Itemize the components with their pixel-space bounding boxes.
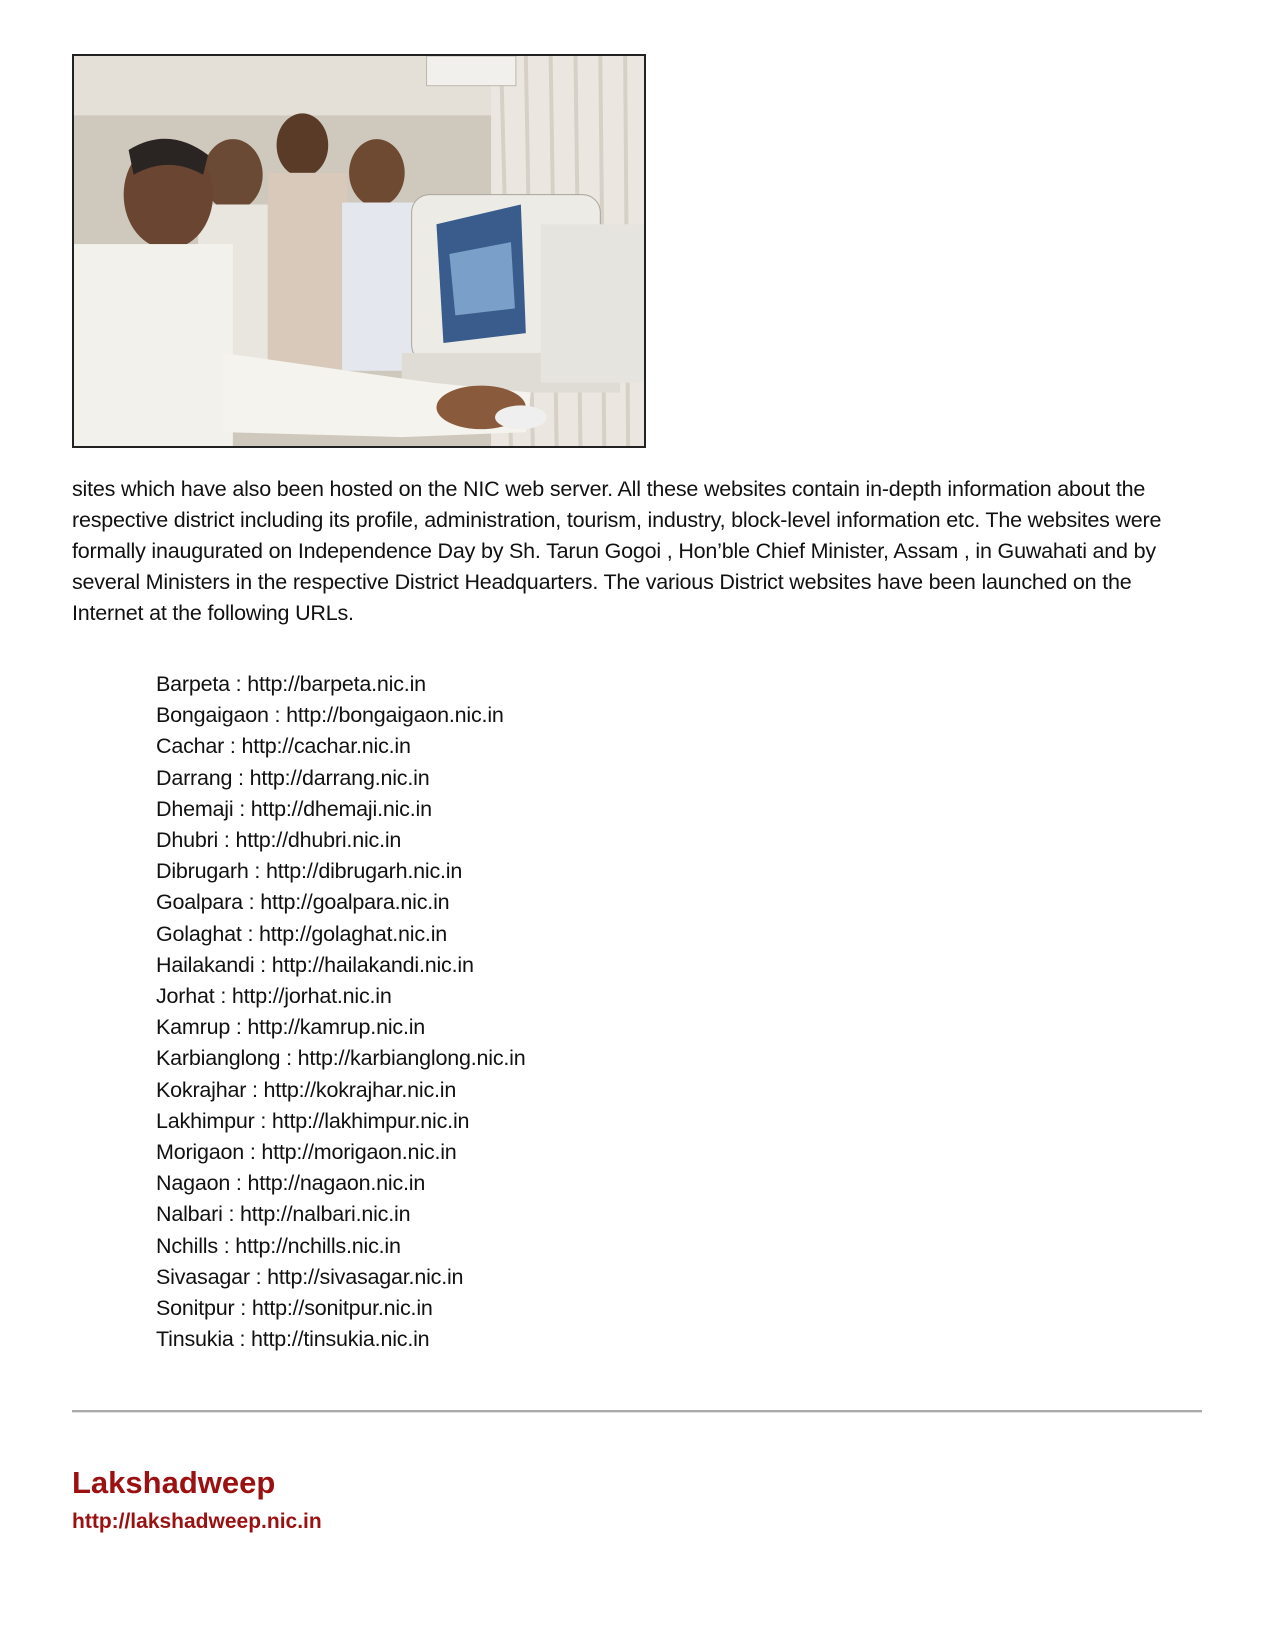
district-url-link[interactable]: http://dhemaji.nic.in <box>250 796 432 821</box>
separator: : <box>249 1264 268 1289</box>
separator: : <box>232 765 250 790</box>
district-name: Cachar <box>156 734 225 759</box>
district-name: Kokrajhar <box>156 1077 247 1102</box>
section-divider <box>72 1410 1202 1413</box>
list-item <box>156 950 526 981</box>
list-item <box>156 1199 526 1230</box>
district-url-link[interactable]: http://jorhat.nic.in <box>231 984 392 1009</box>
district-url-link[interactable]: http://darrang.nic.in <box>249 765 430 790</box>
district-url-link[interactable]: http://bongaigaon.nic.in <box>286 703 504 728</box>
separator: : <box>241 921 259 946</box>
separator: : <box>214 984 232 1009</box>
district-url-link[interactable]: http://sonitpur.nic.in <box>251 1296 433 1321</box>
separator: : <box>280 1046 298 1071</box>
list-item <box>156 1043 526 1074</box>
separator: : <box>254 952 272 977</box>
list-item <box>156 1324 526 1355</box>
list-item <box>156 1137 526 1168</box>
list-item <box>156 794 526 825</box>
district-url-link[interactable]: http://goalpara.nic.in <box>260 890 450 915</box>
district-url-link[interactable]: http://tinsukia.nic.in <box>251 1327 430 1352</box>
list-item <box>156 825 526 856</box>
district-url-link[interactable]: http://dibrugarh.nic.in <box>265 859 463 884</box>
separator: : <box>268 703 287 728</box>
separator: : <box>230 1015 248 1040</box>
separator: : <box>234 1296 252 1321</box>
list-item <box>156 1075 526 1106</box>
list-item <box>156 1168 526 1199</box>
district-url-list <box>156 669 526 1355</box>
district-name: Tinsukia <box>156 1327 234 1352</box>
district-url-link[interactable]: http://sivasagar.nic.in <box>267 1264 464 1289</box>
district-url-link[interactable]: http://dhubri.nic.in <box>235 828 402 853</box>
list-item <box>156 856 526 887</box>
list-item <box>156 731 526 762</box>
district-name: Golaghat <box>156 921 242 946</box>
district-name: Karbianglong <box>156 1046 281 1071</box>
list-item <box>156 919 526 950</box>
district-url-link[interactable]: http://morigaon.nic.in <box>261 1140 457 1165</box>
district-url-link[interactable]: http://lakhimpur.nic.in <box>271 1108 470 1133</box>
separator: : <box>222 1202 241 1227</box>
district-name: Kamrup <box>156 1015 231 1040</box>
list-item <box>156 763 526 794</box>
separator: : <box>242 890 261 915</box>
district-name: Darrang <box>156 765 233 790</box>
district-name: Bongaigaon <box>156 703 269 728</box>
district-name: Sivasagar <box>156 1264 250 1289</box>
news-photo <box>72 54 646 448</box>
separator: : <box>224 734 242 759</box>
list-item <box>156 669 526 700</box>
district-url-link[interactable]: http://nalbari.nic.in <box>240 1202 411 1227</box>
lakshadweep-link[interactable]: http://lakshadweep.nic.in <box>72 1510 322 1533</box>
district-name: Dhubri <box>156 828 219 853</box>
district-url-link[interactable]: http://golaghat.nic.in <box>259 921 448 946</box>
district-name: Jorhat <box>156 984 215 1009</box>
district-name: Lakhimpur <box>156 1108 255 1133</box>
district-name: Nagaon <box>156 1171 231 1196</box>
list-item <box>156 1262 526 1293</box>
district-url-link[interactable]: http://barpeta.nic.in <box>247 672 426 696</box>
section-heading-lakshadweep: Lakshadweep <box>72 1465 276 1500</box>
district-name: Hailakandi <box>156 952 255 977</box>
district-name: Dibrugarh <box>156 859 249 884</box>
separator: : <box>217 1233 236 1258</box>
separator: : <box>254 1108 272 1133</box>
district-url-link[interactable]: http://cachar.nic.in <box>241 734 411 759</box>
list-item <box>156 1106 526 1137</box>
separator: : <box>218 828 236 853</box>
photo-people-at-computer-icon <box>74 56 644 446</box>
district-name: Barpeta <box>156 672 230 696</box>
separator: : <box>229 672 248 696</box>
separator: : <box>246 1077 264 1102</box>
district-name: Dhemaji <box>156 796 234 821</box>
list-item <box>156 1012 526 1043</box>
district-url-link[interactable]: http://kamrup.nic.in <box>247 1015 426 1040</box>
list-item <box>156 1293 526 1324</box>
district-name: Goalpara <box>156 890 243 915</box>
list-item <box>156 700 526 731</box>
separator: : <box>230 1171 248 1196</box>
district-name: Nchills <box>156 1233 218 1258</box>
district-url-link[interactable]: http://karbianglong.nic.in <box>297 1046 526 1071</box>
separator: : <box>233 796 251 821</box>
district-name: Nalbari <box>156 1202 223 1227</box>
district-url-link[interactable]: http://nagaon.nic.in <box>247 1171 426 1196</box>
separator: : <box>233 1327 251 1352</box>
district-name: Morigaon <box>156 1140 245 1165</box>
district-url-link[interactable]: http://kokrajhar.nic.in <box>263 1077 457 1102</box>
intro-paragraph: sites which have also been hosted on the NIC web server. All these websites contain in-depth information about the respective district including its profile, administration, tourism, industry, block-level information etc. The websites were formally inaugurated on Independence Day by Sh. Tarun Gogoi , Hon’ble Chief Minister, Assam , in Guwahati and by several Ministers in the respective District Headquarters. The various District websites have been launched on the Internet at the following URLs. <box>72 477 1162 625</box>
list-item <box>156 981 526 1012</box>
list-item <box>156 1231 526 1262</box>
district-url-link[interactable]: http://nchills.nic.in <box>235 1233 401 1258</box>
district-url-link[interactable]: http://hailakandi.nic.in <box>271 952 474 977</box>
list-item <box>156 887 526 918</box>
separator: : <box>248 859 266 884</box>
separator: : <box>244 1140 262 1165</box>
district-name: Sonitpur <box>156 1296 235 1321</box>
